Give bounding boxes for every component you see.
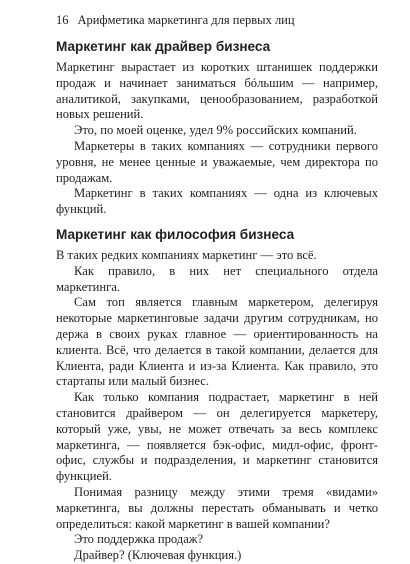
paragraph: Понимая разницу между этими тремя «видами» маркетинга, вы должны перестать обманывать и четко определиться: какой маркетинг в вашей компании?: [56, 484, 378, 531]
paragraph: Драйвер? (Ключевая функция.): [74, 548, 242, 563]
paragraph: Как правило, в них нет специального отдела маркетинга.: [56, 263, 378, 294]
section-marketing-as-driver: [56, 38, 378, 218]
section-spacer: [56, 218, 378, 222]
paragraph: Маркетеры в таких компаниях — сотрудники первого уровня, не менее ценные и уважаемые, чем директора по продажам.: [56, 138, 378, 185]
section-heading: Маркетинг как драйвер бизнеса: [56, 39, 271, 54]
paragraph: Как только компания подрастает, маркетинг в ней становится драйвером — он делегируется маркетеру, который уже, увы, не может отвечать за весь комплекс маркетинга, — появляется бэк-офис, мидл-офис, фронт-офис, службы и подразделения, и маркетинг становится функцией.: [56, 390, 378, 484]
paragraph: Сам топ является главным маркетером, делегируя некоторые маркетинговые задачи другим сотрудникам, но держа в своих руках главное — ориентированность на клиента. Всё, что делается в такой компании, делается для Клиента, ради Клиента и из-за Клиента. Как правило, это стартапы или малый бизнес.: [56, 295, 378, 389]
paragraph: В таких редких компаниях маркетинг — это всё.: [56, 247, 317, 262]
paragraph: Это поддержка продаж?: [74, 532, 204, 547]
paragraph: Маркетинг вырастает из коротких штанишек поддержки продаж и начинает заниматься бóльшим — например, аналитикой, закупками, ценообразованием, разработкой новых решений.: [56, 60, 378, 122]
paragraph: Маркетинг в таких компаниях — одна из ключевых функций.: [56, 186, 378, 217]
page-number: 16: [56, 13, 69, 27]
section-heading: Маркетинг как философия бизнеса: [56, 226, 295, 242]
running-header: [56, 12, 378, 28]
book-page: [56, 12, 378, 564]
section-marketing-as-philosophy: [56, 226, 378, 564]
paragraph: Это, по моей оценке, удел 9% российских компаний.: [74, 123, 357, 138]
running-title: Арифметика маркетинга для первых лиц: [77, 13, 295, 27]
